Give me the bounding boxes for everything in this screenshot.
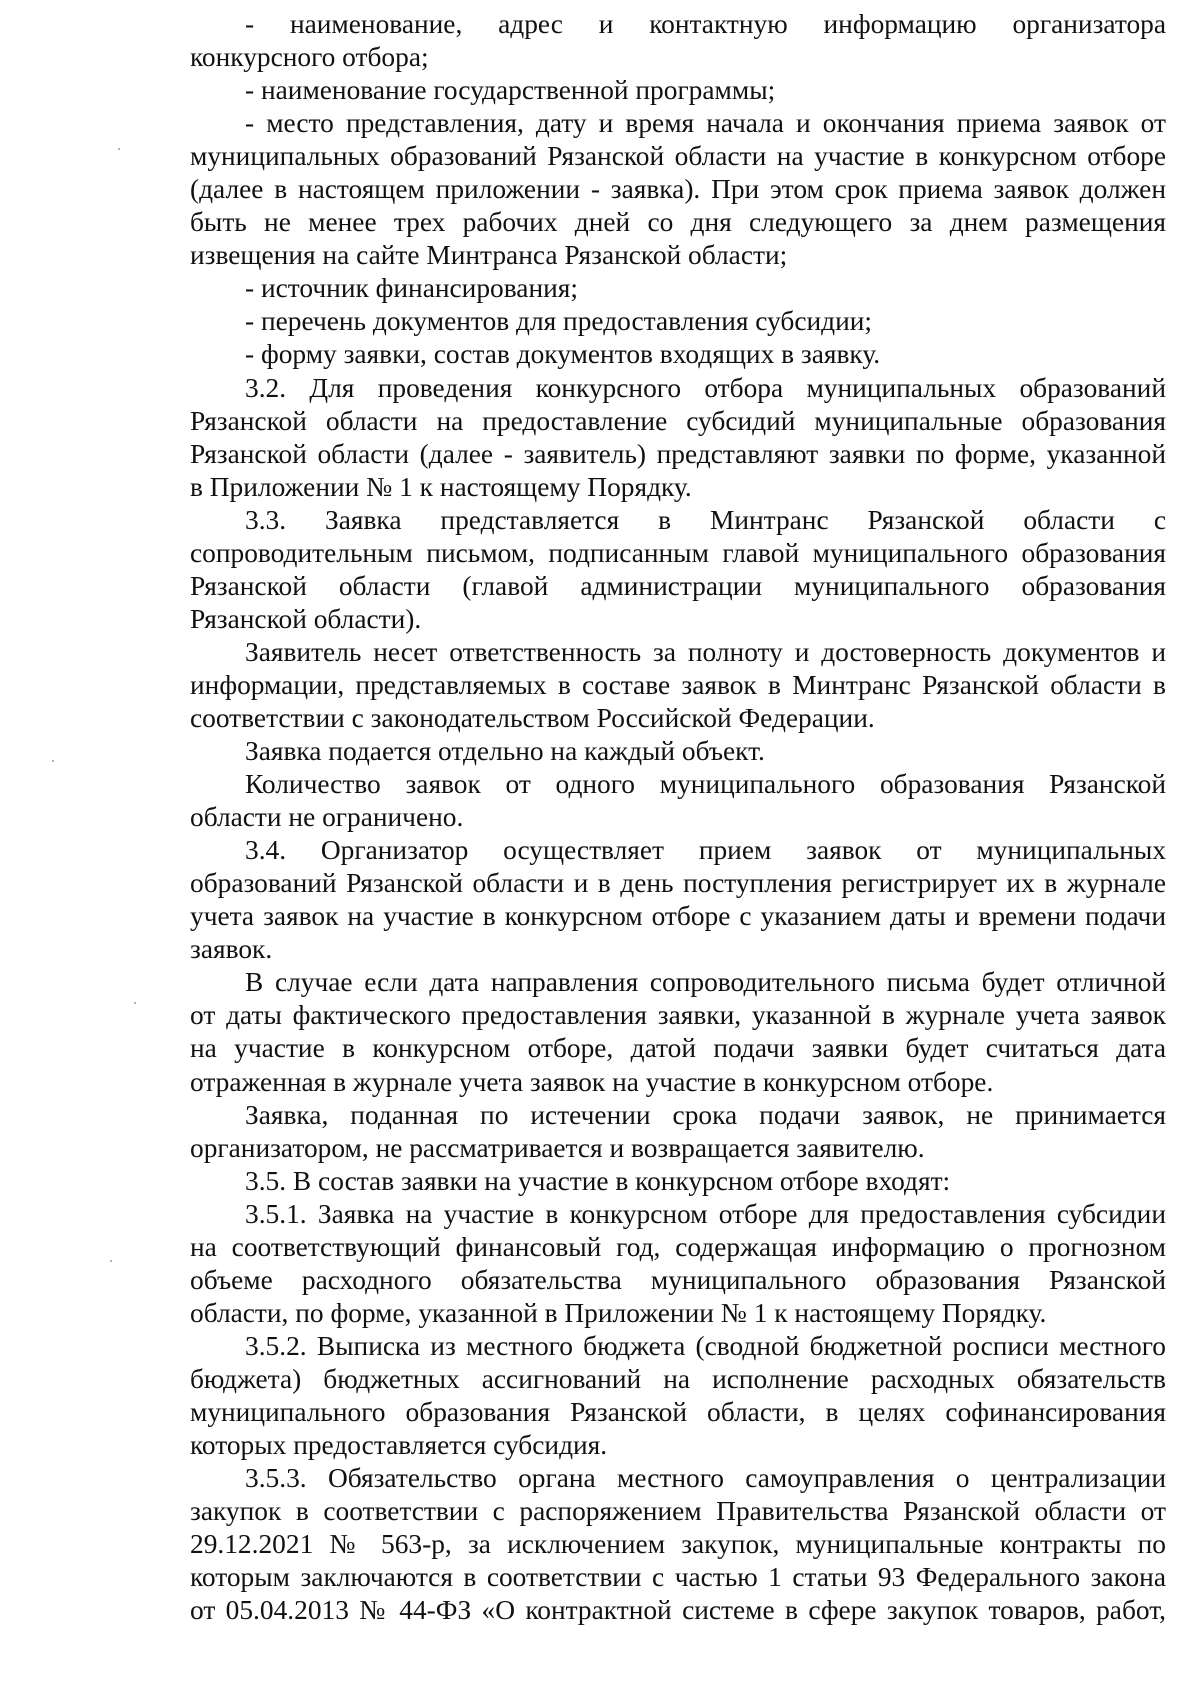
- text-line: Заявка подается отдельно на каждый объект.: [245, 736, 765, 767]
- text-line: 3.3. Заявка представляется в Минтранс Рязанской области с: [245, 504, 1166, 535]
- text-line: (далее в настоящем приложении - заявка). При этом срок приема заявок должен: [190, 174, 1166, 205]
- text-line: которых предоставляется субсидия.: [190, 1430, 608, 1461]
- text-line: извещения на сайте Минтранса Рязанской области;: [190, 240, 788, 271]
- text-line: 29.12.2021 № 563-р, за исключением закупок, муниципальные контракты по: [190, 1529, 1166, 1560]
- text-line: образований Рязанской области и в день поступления регистрирует их в журнале: [190, 868, 1166, 899]
- scan-speck: [118, 148, 120, 150]
- text-line: объеме расходного обязательства муниципального образования Рязанской: [190, 1264, 1166, 1295]
- text-line: от даты фактического предоставления заявки, указанной в журнале учета заявок: [190, 1000, 1166, 1031]
- text-line: Рязанской области на предоставление субсидий муниципальные образования: [190, 405, 1166, 436]
- text-line: 3.2. Для проведения конкурсного отбора муниципальных образований: [245, 372, 1166, 403]
- text-line: Рязанской области (далее - заявитель) представляют заявки по форме, указанной: [190, 438, 1166, 469]
- text-line: на соответствующий финансовый год, содержащая информацию о прогнозном: [190, 1231, 1166, 1262]
- scan-speck: [52, 760, 54, 762]
- text-line: 3.5.3. Обязательство органа местного самоуправления о централизации: [245, 1463, 1166, 1494]
- text-line: конкурсного отбора;: [190, 42, 429, 73]
- text-line: в Приложении № 1 к настоящему Порядку.: [190, 471, 692, 502]
- scan-speck: [134, 1002, 136, 1004]
- text-line: области, по форме, указанной в Приложении № 1 к настоящему Порядку.: [190, 1297, 1047, 1328]
- text-line: учета заявок на участие в конкурсном отборе с указанием даты и времени подачи: [190, 901, 1166, 932]
- text-line: бюджета) бюджетных ассигнований на исполнение расходных обязательств: [190, 1363, 1166, 1394]
- text-line: быть не менее трех рабочих дней со дня следующего за днем размещения: [190, 207, 1166, 238]
- scan-speck: [110, 1260, 112, 1262]
- text-line: соответствии с законодательством Российской Федерации.: [190, 702, 875, 733]
- document-body: [190, 8, 1166, 1627]
- text-line: Заявка, поданная по истечении срока подачи заявок, не принимается: [245, 1099, 1166, 1130]
- text-line: - перечень документов для предоставления субсидии;: [245, 306, 873, 337]
- text-line: заявок.: [190, 934, 273, 965]
- text-line: - наименование государственной программы;: [245, 75, 776, 106]
- text-line: 3.5.1. Заявка на участие в конкурсном отборе для предоставления субсидии: [245, 1198, 1166, 1229]
- text-line: Количество заявок от одного муниципального образования Рязанской: [245, 769, 1166, 800]
- text-line: организатором, не рассматривается и возвращается заявителю.: [190, 1132, 925, 1163]
- text-line: 3.5. В состав заявки на участие в конкурсном отборе входят:: [245, 1165, 951, 1196]
- text-line: 3.5.2. Выписка из местного бюджета (сводной бюджетной росписи местного: [245, 1330, 1166, 1361]
- text-line: В случае если дата направления сопроводительного письма будет отличной: [245, 967, 1166, 998]
- text-line: от 05.04.2013 № 44-ФЗ «О контрактной системе в сфере закупок товаров, работ,: [190, 1595, 1166, 1626]
- text-line: на участие в конкурсном отборе, датой подачи заявки будет считаться дата: [190, 1033, 1166, 1064]
- text-line: Заявитель несет ответственность за полноту и достоверность документов и: [245, 636, 1166, 667]
- text-line: муниципальных образований Рязанской области на участие в конкурсном отборе: [190, 141, 1166, 172]
- text-line: отраженная в журнале учета заявок на участие в конкурсном отборе.: [190, 1066, 994, 1097]
- text-line: - наименование, адрес и контактную информацию организатора: [245, 9, 1166, 39]
- text-line: сопроводительным письмом, подписанным главой муниципального образования: [190, 537, 1166, 568]
- text-line: области не ограничено.: [190, 802, 464, 833]
- text-line: - форму заявки, состав документов входящих в заявку.: [245, 339, 881, 370]
- text-line: закупок в соответствии с распоряжением Правительства Рязанской области от: [190, 1496, 1166, 1527]
- text-line: информации, представляемых в составе заявок в Минтранс Рязанской области в: [190, 669, 1166, 700]
- text-line: муниципального образования Рязанской области, в целях софинансирования: [190, 1396, 1166, 1427]
- text-line: - место представления, дату и время начала и окончания приема заявок от: [245, 108, 1166, 139]
- text-line: 3.4. Организатор осуществляет прием заявок от муниципальных: [245, 835, 1166, 866]
- text-line: Рязанской области (главой администрации муниципального образования: [190, 570, 1166, 601]
- text-line: которым заключаются в соответствии с частью 1 статьи 93 Федерального закона: [190, 1562, 1166, 1593]
- text-line: Рязанской области).: [190, 603, 422, 634]
- text-line: - источник финансирования;: [245, 273, 578, 304]
